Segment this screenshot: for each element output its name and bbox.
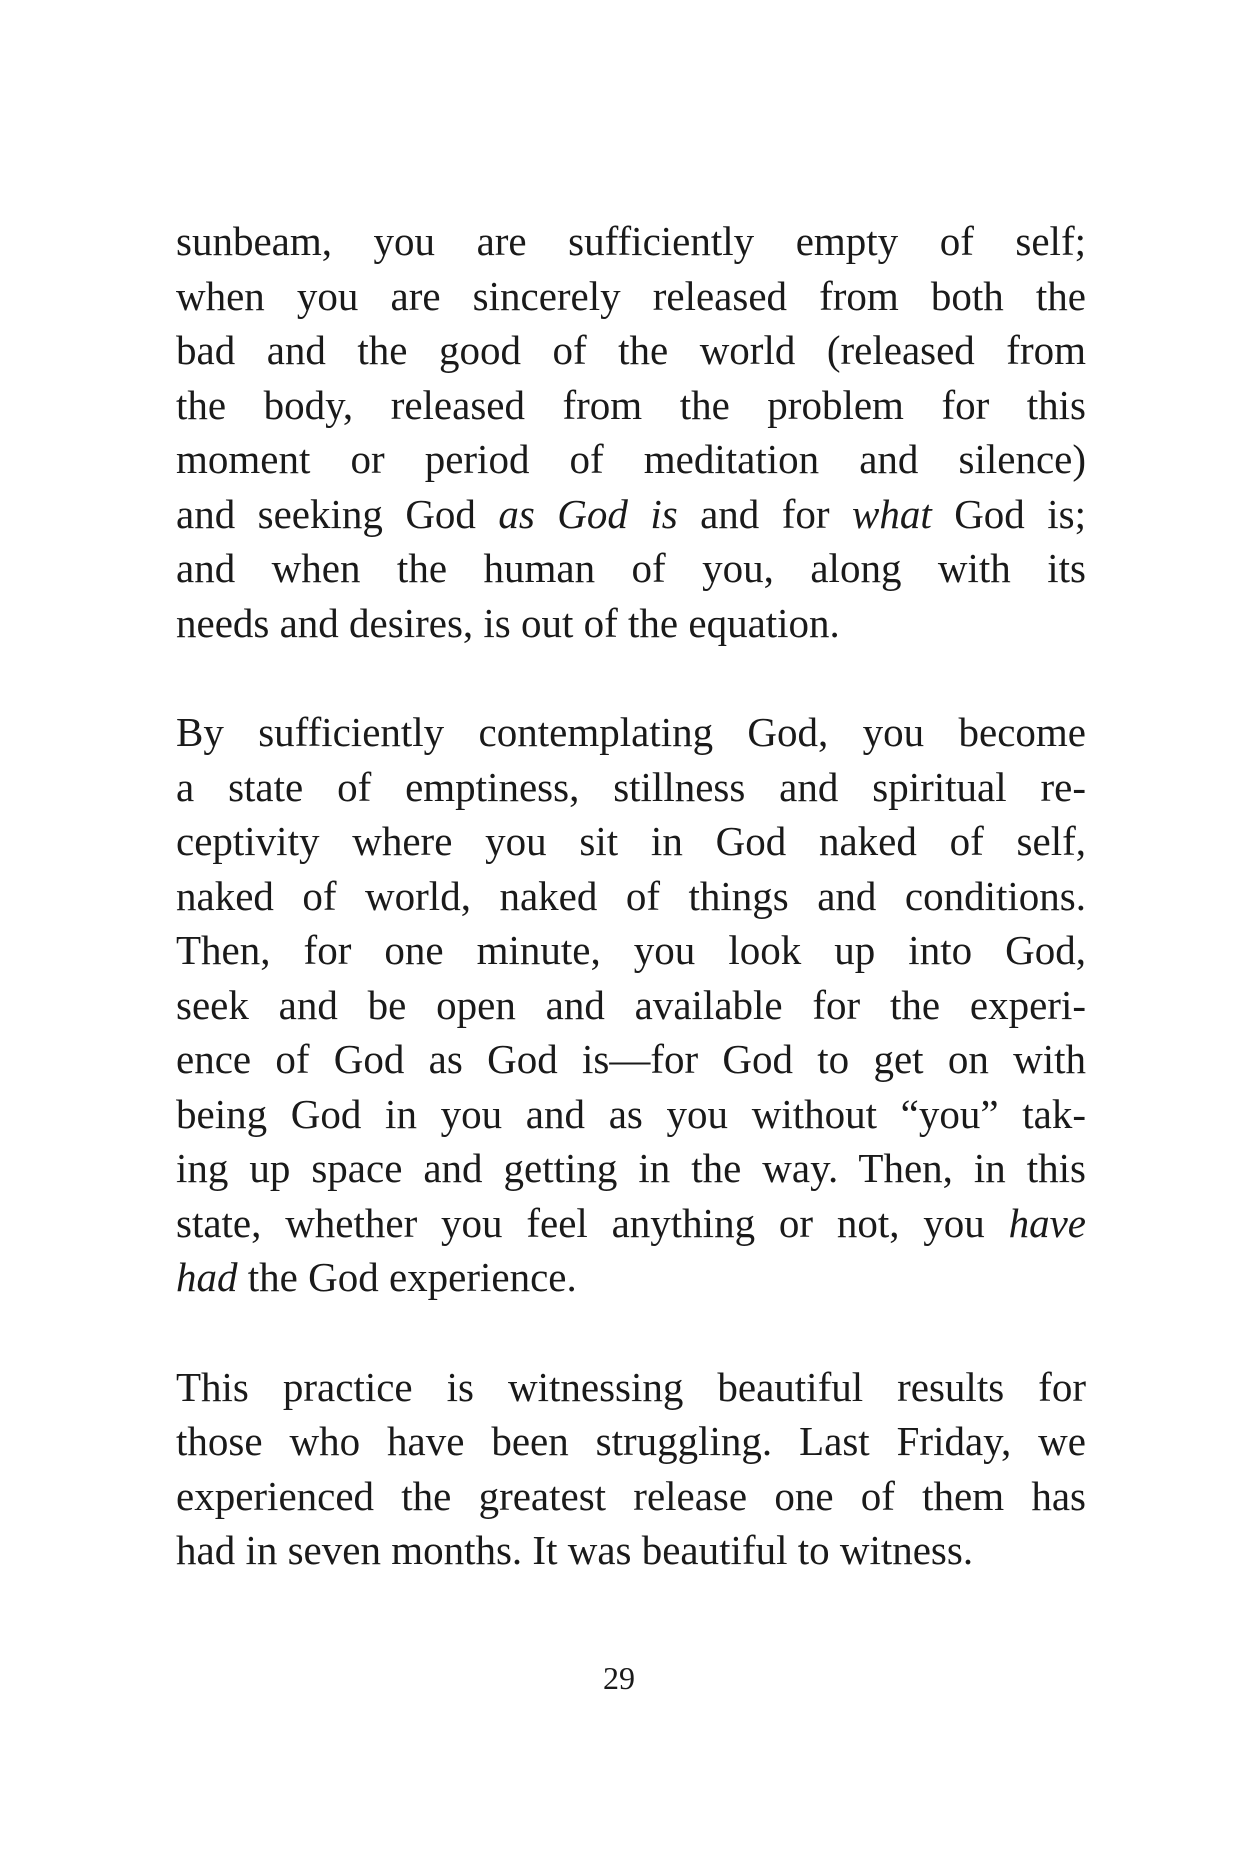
text-run: needs and desires, is out of the equation.	[176, 599, 840, 646]
text-line	[176, 432, 1086, 487]
page-number: 29	[603, 1660, 635, 1696]
text-line	[176, 869, 1086, 924]
text-line	[176, 978, 1086, 1033]
text-line	[176, 323, 1086, 378]
italic-text: as God is	[498, 490, 678, 537]
paragraph	[176, 214, 1086, 650]
text-run: seek and be open and available for the experi-	[176, 981, 1086, 1028]
text-run: ceptivity where you sit in God naked of self,	[176, 818, 1086, 864]
text-line	[176, 1250, 1086, 1305]
text-line	[176, 923, 1086, 978]
text-run: ing up space and getting in the way. Then, in this	[176, 1145, 1086, 1191]
text-line	[176, 1196, 1086, 1251]
text-line	[176, 214, 1086, 269]
text-run: bad and the good of the world (released from	[176, 327, 1086, 373]
text-line	[176, 760, 1086, 815]
text-line	[176, 487, 1086, 542]
text-run: had in seven months. It was beautiful to witness.	[176, 1527, 974, 1573]
text-line	[176, 378, 1086, 433]
text-run: when you are sincerely released from both the	[176, 272, 1086, 319]
text-run: ence of God as God is—for God to get on with	[176, 1036, 1086, 1082]
text-run: those who have been struggling. Last Friday, we	[176, 1418, 1086, 1464]
text-line	[176, 1141, 1086, 1196]
italic-text: have	[1008, 1199, 1086, 1246]
text-run: experienced the greatest release one of them has	[176, 1472, 1086, 1519]
paragraph	[176, 1360, 1086, 1578]
text-run: state, whether you feel anything or not, you	[176, 1199, 1009, 1246]
text-line	[176, 541, 1086, 596]
text-line	[176, 269, 1086, 324]
text-line	[176, 1032, 1086, 1087]
text-run: and seeking God	[176, 490, 499, 537]
text-run: sunbeam, you are sufficiently empty of self;	[176, 218, 1086, 264]
text-run: a state of emptiness, stillness and spiritual re-	[176, 763, 1086, 810]
text-line	[176, 1087, 1086, 1142]
text-run: the God experience.	[237, 1254, 577, 1300]
text-line	[176, 1523, 1086, 1578]
text-run: and for	[677, 490, 852, 537]
italic-text: had	[176, 1254, 238, 1300]
text-line	[176, 1414, 1086, 1469]
text-line	[176, 596, 1086, 651]
text-run: God is;	[931, 490, 1086, 537]
text-run: This practice is witnessing beautiful results for	[176, 1363, 1086, 1410]
text-run: naked of world, naked of things and conditions.	[176, 872, 1086, 919]
text-run: being God in you and as you without “you” tak-	[176, 1090, 1086, 1137]
text-line	[176, 1360, 1086, 1415]
text-line	[176, 1469, 1086, 1524]
paragraph	[176, 705, 1086, 1305]
text-run: the body, released from the problem for this	[176, 381, 1086, 428]
text-line	[176, 814, 1086, 869]
text-run: and when the human of you, along with its	[176, 545, 1086, 591]
text-run: Then, for one minute, you look up into God,	[176, 927, 1086, 973]
text-line	[176, 705, 1086, 760]
text-run: moment or period of meditation and silence)	[176, 436, 1086, 482]
italic-text: what	[852, 490, 932, 537]
text-run: By sufficiently contemplating God, you become	[176, 709, 1086, 755]
body-text	[176, 214, 1086, 1633]
